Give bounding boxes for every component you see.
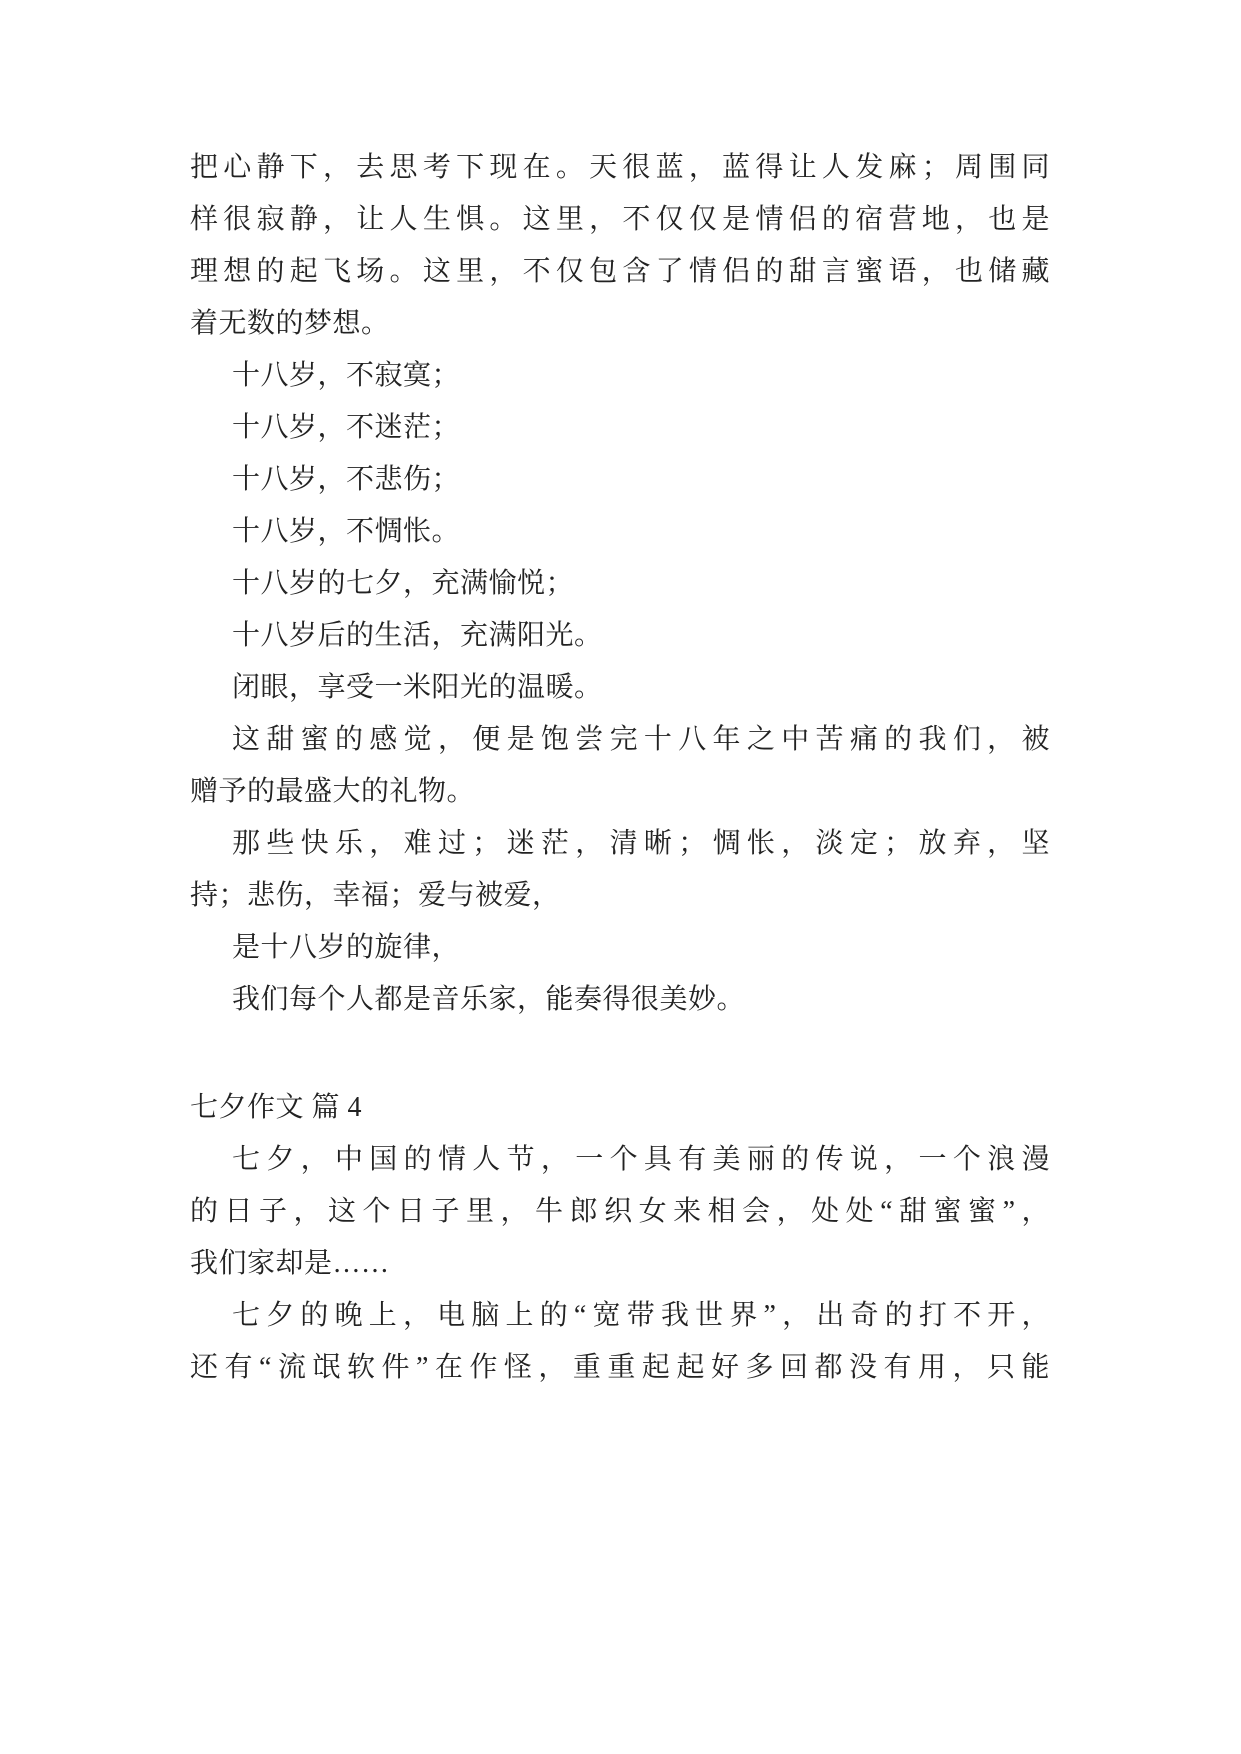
text-line: 十八岁后的生活，充满阳光。 bbox=[232, 620, 603, 651]
paragraph bbox=[190, 142, 1050, 350]
paragraph bbox=[190, 1134, 1050, 1290]
text-line: 样很寂静，让人生惧。这里，不仅仅是情侣的宿营地，也是 bbox=[190, 204, 1050, 235]
text-line: 赠予的最盛大的礼物。 bbox=[190, 776, 476, 807]
document-body bbox=[190, 142, 1050, 1394]
paragraph bbox=[190, 350, 1050, 402]
text-line: 的日子，这个日子里，牛郎织女来相会，处处“甜蜜蜜”， bbox=[190, 1196, 1050, 1227]
text-line: 把心静下，去思考下现在。天很蓝，蓝得让人发麻；周围同 bbox=[190, 152, 1050, 183]
text-line: 十八岁，不迷茫； bbox=[232, 412, 461, 443]
paragraph bbox=[190, 506, 1050, 558]
text-line: 这甜蜜的感觉，便是饱尝完十八年之中苦痛的我们，被 bbox=[232, 724, 1050, 755]
paragraph bbox=[190, 974, 1050, 1026]
paragraph bbox=[190, 558, 1050, 610]
paragraph bbox=[190, 610, 1050, 662]
text-line: 持；悲伤，幸福；爱与被爱， bbox=[190, 880, 561, 911]
text-line: 着无数的梦想。 bbox=[190, 308, 390, 339]
text-line: 七夕，中国的情人节，一个具有美丽的传说，一个浪漫 bbox=[232, 1144, 1050, 1175]
paragraph bbox=[190, 454, 1050, 506]
paragraph bbox=[190, 402, 1050, 454]
text-line: 那些快乐，难过；迷茫，清晰；惆怅，淡定；放弃，坚 bbox=[232, 828, 1050, 859]
paragraph bbox=[190, 818, 1050, 922]
text-line: 七夕的晚上，电脑上的“宽带我世界”，出奇的打不开， bbox=[232, 1300, 1050, 1331]
text-line: 我们每个人都是音乐家，能奏得很美妙。 bbox=[232, 984, 746, 1015]
text-line: 闭眼，享受一米阳光的温暖。 bbox=[232, 672, 603, 703]
text-line: 还有“流氓软件”在作怪，重重起起好多回都没有用，只能 bbox=[190, 1352, 1050, 1383]
paragraph bbox=[190, 714, 1050, 818]
text-line: 我们家却是…… bbox=[190, 1248, 390, 1279]
section-heading: 七夕作文 篇 4 bbox=[190, 1092, 363, 1123]
paragraph bbox=[190, 662, 1050, 714]
text-line: 十八岁，不寂寞； bbox=[232, 360, 461, 391]
text-line: 是十八岁的旋律， bbox=[232, 932, 461, 963]
text-line: 十八岁的七夕，充满愉悦； bbox=[232, 568, 575, 599]
paragraph bbox=[190, 922, 1050, 974]
paragraph bbox=[190, 1290, 1050, 1394]
text-line: 十八岁，不惆怅。 bbox=[232, 516, 461, 547]
essay-section bbox=[190, 1082, 1050, 1394]
text-line: 理想的起飞场。这里，不仅包含了情侣的甜言蜜语，也储藏 bbox=[190, 256, 1050, 287]
text-line: 十八岁，不悲伤； bbox=[232, 464, 461, 495]
